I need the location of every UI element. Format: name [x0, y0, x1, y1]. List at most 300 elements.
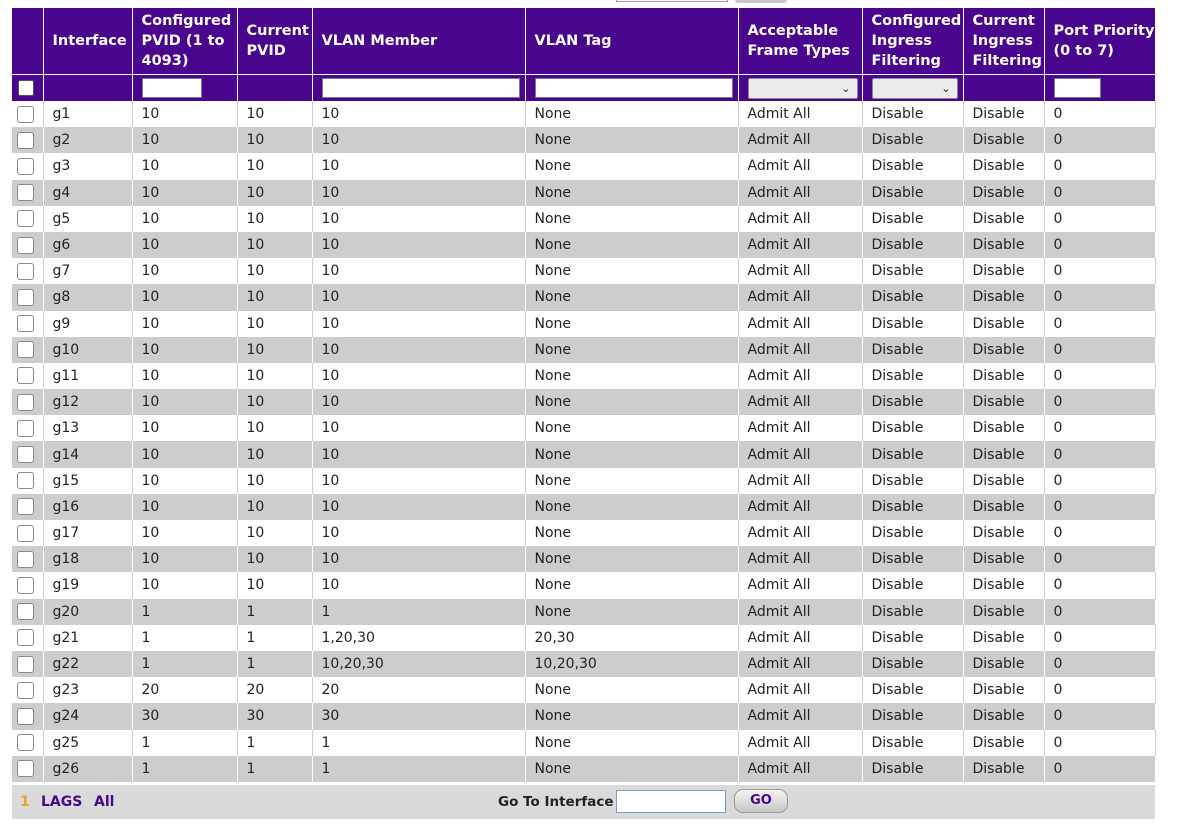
configured-pvid-cell: 10	[132, 258, 237, 284]
row-checkbox[interactable]	[17, 525, 34, 542]
current-pvid-cell: 10	[237, 363, 312, 389]
row-select-cell	[12, 127, 43, 153]
frame-types-cell: Admit All	[738, 677, 862, 703]
configured-pvid-cell: 10	[132, 468, 237, 494]
table-row[interactable]	[12, 520, 1155, 546]
row-checkbox[interactable]	[17, 158, 34, 175]
vlan-tag-cell: None	[525, 284, 738, 310]
configured-pvid-cell: 10	[132, 311, 237, 337]
configured-ingress-cell: Disable	[862, 494, 963, 520]
configured-ingress-cell: Disable	[862, 101, 963, 127]
table-row[interactable]	[12, 206, 1155, 232]
port-priority-cell: 0	[1044, 101, 1155, 127]
configured-pvid-cell: 20	[132, 677, 237, 703]
edit-port-priority-cell	[1044, 75, 1155, 102]
configured-pvid-cell: 10	[132, 415, 237, 441]
interface-cell: g13	[43, 415, 132, 441]
row-checkbox[interactable]	[17, 734, 34, 751]
frame-types-cell: Admit All	[738, 703, 862, 729]
current-ingress-cell: Disable	[963, 206, 1044, 232]
current-pvid-cell: 10	[237, 468, 312, 494]
row-checkbox[interactable]	[17, 656, 34, 673]
row-checkbox[interactable]	[17, 106, 34, 123]
current-pvid-cell: 10	[237, 311, 312, 337]
row-select-cell	[12, 677, 43, 703]
edit-interface-cell	[43, 75, 132, 102]
top-input-partial	[616, 0, 728, 2]
interface-cell: g15	[43, 468, 132, 494]
configured-pvid-cell: 10	[132, 101, 237, 127]
port-priority-cell: 0	[1044, 441, 1155, 467]
current-pvid-cell: 10	[237, 337, 312, 363]
table-row[interactable]	[12, 180, 1155, 206]
table-row[interactable]	[12, 599, 1155, 625]
row-checkbox[interactable]	[17, 315, 34, 332]
select-all-cell	[12, 75, 43, 102]
vlan-member-cell: 30	[312, 703, 525, 729]
port-priority-cell: 0	[1044, 494, 1155, 520]
current-pvid-cell: 1	[237, 756, 312, 782]
configured-ingress-cell: Disable	[862, 756, 963, 782]
interface-cell: g19	[43, 572, 132, 598]
table-row[interactable]	[12, 677, 1155, 703]
frame-types-cell: Admit All	[738, 180, 862, 206]
current-pvid-cell: 20	[237, 677, 312, 703]
table-row[interactable]	[12, 468, 1155, 494]
configured-ingress-cell: Disable	[862, 520, 963, 546]
vlan-member-cell: 10	[312, 311, 525, 337]
vlan-member-cell: 10,20,30	[312, 651, 525, 677]
row-select-cell	[12, 599, 43, 625]
frame-types-cell: Admit All	[738, 363, 862, 389]
table-row[interactable]	[12, 441, 1155, 467]
frame-types-cell: Admit All	[738, 258, 862, 284]
vlan-member-cell: 10	[312, 180, 525, 206]
current-ingress-cell: Disable	[963, 756, 1044, 782]
frame-types-cell: Admit All	[738, 520, 862, 546]
frame-types-cell: Admit All	[738, 153, 862, 179]
row-checkbox[interactable]	[17, 341, 34, 358]
row-checkbox[interactable]	[17, 577, 34, 594]
vlan-member-cell: 1	[312, 730, 525, 756]
table-row[interactable]	[12, 546, 1155, 572]
configured-ingress-cell: Disable	[862, 599, 963, 625]
interface-cell: g26	[43, 756, 132, 782]
frame-types-cell: Admit All	[738, 389, 862, 415]
port-vlan-table	[12, 8, 1156, 782]
vlan-tag-cell: None	[525, 468, 738, 494]
row-select-cell	[12, 180, 43, 206]
frame-types-cell: Admit All	[738, 572, 862, 598]
configured-ingress-cell: Disable	[862, 677, 963, 703]
port-priority-cell: 0	[1044, 127, 1155, 153]
row-select-cell	[12, 651, 43, 677]
vlan-member-cell: 10	[312, 494, 525, 520]
configured-pvid-cell: 1	[132, 625, 237, 651]
current-ingress-cell: Disable	[963, 180, 1044, 206]
table-row[interactable]	[12, 703, 1155, 729]
current-pvid-cell: 10	[237, 153, 312, 179]
interface-cell: g7	[43, 258, 132, 284]
current-ingress-cell: Disable	[963, 520, 1044, 546]
current-ingress-cell: Disable	[963, 677, 1044, 703]
row-select-cell	[12, 284, 43, 310]
row-select-cell	[12, 101, 43, 127]
current-ingress-cell: Disable	[963, 389, 1044, 415]
edit-vlan-tag-cell	[525, 75, 738, 102]
row-checkbox[interactable]	[17, 394, 34, 411]
row-select-cell	[12, 703, 43, 729]
current-ingress-cell: Disable	[963, 441, 1044, 467]
configured-ingress-cell: Disable	[862, 337, 963, 363]
vlan-tag-cell: None	[525, 153, 738, 179]
row-checkbox[interactable]	[17, 132, 34, 149]
header-row	[12, 8, 1155, 75]
frame-types-cell: Admit All	[738, 546, 862, 572]
current-pvid-cell: 1	[237, 730, 312, 756]
frame-types-cell: Admit All	[738, 127, 862, 153]
vlan-tag-cell: None	[525, 730, 738, 756]
current-pvid-cell: 10	[237, 101, 312, 127]
row-checkbox[interactable]	[17, 289, 34, 306]
current-ingress-cell: Disable	[963, 546, 1044, 572]
table-row[interactable]	[12, 572, 1155, 598]
current-ingress-cell: Disable	[963, 153, 1044, 179]
vlan-tag-cell: None	[525, 258, 738, 284]
interface-cell: g2	[43, 127, 132, 153]
frame-types-select[interactable]	[748, 78, 858, 99]
table-row[interactable]	[12, 494, 1155, 520]
frame-types-cell: Admit All	[738, 756, 862, 782]
vlan-member-cell: 10	[312, 127, 525, 153]
vlan-member-cell: 1	[312, 756, 525, 782]
table-row[interactable]	[12, 153, 1155, 179]
vlan-member-cell: 10	[312, 206, 525, 232]
interface-cell: g12	[43, 389, 132, 415]
vlan-member-cell: 10	[312, 468, 525, 494]
configured-ingress-cell: Disable	[862, 206, 963, 232]
interface-cell: g10	[43, 337, 132, 363]
table-row[interactable]	[12, 232, 1155, 258]
configured-pvid-cell: 10	[132, 546, 237, 572]
frame-types-cell: Admit All	[738, 468, 862, 494]
configured-pvid-cell: 1	[132, 756, 237, 782]
current-ingress-cell: Disable	[963, 284, 1044, 310]
interface-cell: g9	[43, 311, 132, 337]
vlan-tag-cell: None	[525, 520, 738, 546]
configured-pvid-cell: 10	[132, 153, 237, 179]
table-row[interactable]	[12, 756, 1155, 782]
port-priority-cell: 0	[1044, 756, 1155, 782]
table-row[interactable]	[12, 258, 1155, 284]
vlan-tag-cell: None	[525, 415, 738, 441]
port-priority-cell: 0	[1044, 520, 1155, 546]
configured-pvid-cell: 10	[132, 127, 237, 153]
row-select-cell	[12, 572, 43, 598]
row-select-cell	[12, 546, 43, 572]
configured-pvid-cell: 10	[132, 284, 237, 310]
vlan-member-cell: 10	[312, 258, 525, 284]
vlan-member-cell: 1,20,30	[312, 625, 525, 651]
port-priority-input[interactable]	[1054, 78, 1101, 98]
interface-cell: g25	[43, 730, 132, 756]
row-select-cell	[12, 258, 43, 284]
interface-cell: g5	[43, 206, 132, 232]
edit-vlan-member-cell	[312, 75, 525, 102]
vlan-tag-cell: None	[525, 311, 738, 337]
port-priority-cell: 0	[1044, 258, 1155, 284]
select-column-header	[12, 8, 43, 75]
row-checkbox[interactable]	[17, 498, 34, 515]
vlan-tag-cell: None	[525, 101, 738, 127]
table-row[interactable]	[12, 730, 1155, 756]
row-select-cell	[12, 337, 43, 363]
frame-types-cell: Admit All	[738, 651, 862, 677]
header-vlan-member: VLAN Member	[312, 8, 525, 75]
header-interface: Interface	[43, 8, 132, 75]
table-row[interactable]	[12, 127, 1155, 153]
row-select-cell	[12, 468, 43, 494]
row-checkbox[interactable]	[17, 472, 34, 489]
row-select-cell	[12, 311, 43, 337]
row-checkbox[interactable]	[17, 263, 34, 280]
current-ingress-cell: Disable	[963, 101, 1044, 127]
interface-cell: g6	[43, 232, 132, 258]
configured-ingress-cell: Disable	[862, 468, 963, 494]
page-link-1[interactable]: 1	[20, 794, 30, 810]
row-checkbox[interactable]	[17, 551, 34, 568]
interface-cell: g23	[43, 677, 132, 703]
row-checkbox[interactable]	[17, 760, 34, 777]
vlan-tag-cell: None	[525, 546, 738, 572]
vlan-tag-cell: None	[525, 363, 738, 389]
configured-ingress-cell: Disable	[862, 311, 963, 337]
header-configured-pvid: Configured PVID (1 to 4093)	[132, 8, 237, 75]
current-pvid-cell: 10	[237, 284, 312, 310]
current-pvid-cell: 10	[237, 389, 312, 415]
current-pvid-cell: 10	[237, 546, 312, 572]
table-footer	[12, 785, 1155, 819]
port-priority-cell: 0	[1044, 206, 1155, 232]
vlan-tag-input[interactable]	[535, 78, 733, 98]
vlan-tag-cell: None	[525, 494, 738, 520]
port-priority-cell: 0	[1044, 232, 1155, 258]
interface-cell: g4	[43, 180, 132, 206]
frame-types-cell: Admit All	[738, 599, 862, 625]
configured-pvid-cell: 1	[132, 599, 237, 625]
frame-types-cell: Admit All	[738, 337, 862, 363]
current-ingress-cell: Disable	[963, 415, 1044, 441]
interface-cell: g20	[43, 599, 132, 625]
configured-pvid-input[interactable]	[142, 78, 202, 98]
configured-pvid-cell: 10	[132, 572, 237, 598]
table-row[interactable]	[12, 311, 1155, 337]
table-row[interactable]	[12, 101, 1155, 127]
row-checkbox[interactable]	[17, 420, 34, 437]
vlan-tag-cell: None	[525, 232, 738, 258]
port-priority-cell: 0	[1044, 284, 1155, 310]
vlan-tag-cell: None	[525, 677, 738, 703]
vlan-tag-cell: None	[525, 206, 738, 232]
vlan-member-cell: 10	[312, 101, 525, 127]
configured-ingress-cell: Disable	[862, 232, 963, 258]
row-select-cell	[12, 494, 43, 520]
interface-cell: g16	[43, 494, 132, 520]
header-acceptable-frame-types: Acceptable Frame Types	[738, 8, 862, 75]
row-checkbox[interactable]	[17, 682, 34, 699]
header-vlan-tag: VLAN Tag	[525, 8, 738, 75]
all-link[interactable]: All	[94, 794, 115, 810]
table-row[interactable]	[12, 415, 1155, 441]
configured-ingress-cell: Disable	[862, 572, 963, 598]
vlan-member-cell: 10	[312, 441, 525, 467]
configured-ingress-cell: Disable	[862, 363, 963, 389]
table-row[interactable]	[12, 363, 1155, 389]
current-ingress-cell: Disable	[963, 363, 1044, 389]
ingress-filtering-select[interactable]	[872, 78, 958, 99]
configured-ingress-cell: Disable	[862, 258, 963, 284]
current-ingress-cell: Disable	[963, 703, 1044, 729]
configured-pvid-cell: 10	[132, 520, 237, 546]
interface-cell: g14	[43, 441, 132, 467]
lags-link[interactable]: LAGS	[41, 794, 83, 810]
row-select-cell	[12, 520, 43, 546]
vlan-tag-cell: None	[525, 756, 738, 782]
edit-configured-pvid-cell	[132, 75, 237, 102]
table-row[interactable]	[12, 389, 1155, 415]
row-select-cell	[12, 232, 43, 258]
vlan-member-cell: 10	[312, 284, 525, 310]
current-pvid-cell: 10	[237, 494, 312, 520]
table-row[interactable]	[12, 651, 1155, 677]
current-ingress-cell: Disable	[963, 337, 1044, 363]
vlan-member-cell: 10	[312, 389, 525, 415]
configured-ingress-cell: Disable	[862, 284, 963, 310]
edit-current-pvid-cell	[237, 75, 312, 102]
current-ingress-cell: Disable	[963, 599, 1044, 625]
vlan-tag-cell: None	[525, 127, 738, 153]
vlan-member-cell: 10	[312, 337, 525, 363]
current-ingress-cell: Disable	[963, 258, 1044, 284]
current-pvid-cell: 10	[237, 258, 312, 284]
port-priority-cell: 0	[1044, 415, 1155, 441]
configured-pvid-cell: 30	[132, 703, 237, 729]
current-ingress-cell: Disable	[963, 232, 1044, 258]
port-priority-cell: 0	[1044, 677, 1155, 703]
row-checkbox[interactable]	[17, 629, 34, 646]
current-ingress-cell: Disable	[963, 127, 1044, 153]
row-select-cell	[12, 625, 43, 651]
edit-frame-types-cell	[738, 75, 862, 102]
configured-ingress-cell: Disable	[862, 415, 963, 441]
row-checkbox[interactable]	[17, 237, 34, 254]
edit-row	[12, 75, 1155, 102]
vlan-member-cell: 10	[312, 415, 525, 441]
current-ingress-cell: Disable	[963, 468, 1044, 494]
configured-ingress-cell: Disable	[862, 703, 963, 729]
frame-types-cell: Admit All	[738, 311, 862, 337]
go-button[interactable]: GO	[734, 789, 788, 813]
row-checkbox[interactable]	[17, 367, 34, 384]
vlan-tag-cell: None	[525, 599, 738, 625]
vlan-tag-cell: None	[525, 389, 738, 415]
table-row[interactable]	[12, 337, 1155, 363]
vlan-tag-cell: None	[525, 703, 738, 729]
vlan-member-input[interactable]	[322, 78, 520, 98]
current-ingress-cell: Disable	[963, 651, 1044, 677]
configured-ingress-cell: Disable	[862, 651, 963, 677]
go-to-interface-input[interactable]	[616, 790, 726, 813]
configured-pvid-cell: 10	[132, 232, 237, 258]
row-select-cell	[12, 363, 43, 389]
port-priority-cell: 0	[1044, 389, 1155, 415]
frame-types-cell: Admit All	[738, 441, 862, 467]
header-current-ingress-filtering: Current Ingress Filtering	[963, 8, 1044, 75]
port-priority-cell: 0	[1044, 468, 1155, 494]
current-pvid-cell: 10	[237, 232, 312, 258]
row-checkbox[interactable]	[17, 210, 34, 227]
frame-types-cell: Admit All	[738, 101, 862, 127]
frame-types-cell: Admit All	[738, 730, 862, 756]
current-pvid-cell: 10	[237, 572, 312, 598]
current-ingress-cell: Disable	[963, 494, 1044, 520]
vlan-member-cell: 1	[312, 599, 525, 625]
configured-ingress-cell: Disable	[862, 625, 963, 651]
configured-pvid-cell: 10	[132, 441, 237, 467]
vlan-tag-cell: None	[525, 180, 738, 206]
configured-ingress-cell: Disable	[862, 546, 963, 572]
current-pvid-cell: 10	[237, 180, 312, 206]
current-pvid-cell: 10	[237, 127, 312, 153]
vlan-member-cell: 20	[312, 677, 525, 703]
table-row[interactable]	[12, 284, 1155, 310]
table-row[interactable]	[12, 625, 1155, 651]
interface-cell: g22	[43, 651, 132, 677]
configured-pvid-cell: 1	[132, 730, 237, 756]
configured-ingress-cell: Disable	[862, 730, 963, 756]
port-priority-cell: 0	[1044, 703, 1155, 729]
configured-ingress-cell: Disable	[862, 389, 963, 415]
current-pvid-cell: 10	[237, 415, 312, 441]
configured-pvid-cell: 10	[132, 180, 237, 206]
select-all-checkbox[interactable]	[18, 80, 34, 96]
vlan-tag-cell: None	[525, 337, 738, 363]
row-checkbox[interactable]	[17, 446, 34, 463]
vlan-tag-cell: 10,20,30	[525, 651, 738, 677]
current-pvid-cell: 1	[237, 599, 312, 625]
frame-types-cell: Admit All	[738, 284, 862, 310]
configured-pvid-cell: 10	[132, 337, 237, 363]
row-select-cell	[12, 730, 43, 756]
top-button-partial	[735, 0, 787, 3]
port-priority-cell: 0	[1044, 311, 1155, 337]
vlan-tag-cell: None	[525, 441, 738, 467]
port-priority-cell: 0	[1044, 546, 1155, 572]
interface-cell: g17	[43, 520, 132, 546]
row-select-cell	[12, 153, 43, 179]
interface-cell: g11	[43, 363, 132, 389]
current-pvid-cell: 10	[237, 206, 312, 232]
row-checkbox[interactable]	[17, 184, 34, 201]
row-checkbox[interactable]	[17, 708, 34, 725]
row-checkbox[interactable]	[17, 603, 34, 620]
vlan-tag-cell: None	[525, 572, 738, 598]
configured-pvid-cell: 10	[132, 389, 237, 415]
port-priority-cell: 0	[1044, 337, 1155, 363]
vlan-member-cell: 10	[312, 363, 525, 389]
configured-ingress-cell: Disable	[862, 441, 963, 467]
current-pvid-cell: 1	[237, 651, 312, 677]
